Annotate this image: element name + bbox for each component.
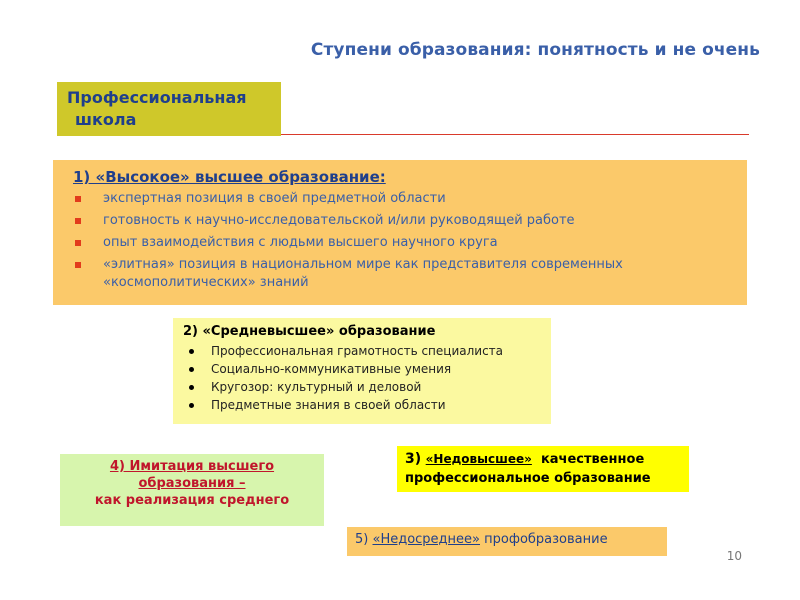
imitation-line2: образования – (138, 476, 246, 491)
sub-higher-term: «Недовысшее» (425, 452, 532, 466)
list-item (65, 190, 735, 208)
sub-higher-education-box (397, 446, 689, 492)
list-item-text: «элитная» позиция в национальном мире как представителя современных «космополитических» знаний (103, 257, 623, 290)
high-education-heading: 1) «Высокое» высшее образование: (73, 168, 386, 186)
imitation-education-box (60, 454, 324, 526)
high-education-list (65, 190, 735, 292)
list-item (65, 234, 735, 252)
bullet-dot-icon (189, 349, 194, 354)
list-item-text: экспертная позиция в своей предметной области (103, 191, 446, 206)
sub-higher-rest: качественное (540, 452, 645, 467)
page-number: 10 (726, 549, 742, 563)
sub-secondary-education-box (347, 527, 667, 556)
bullet-dot-icon (189, 385, 194, 390)
sub-higher-line2: профессиональное образование (405, 471, 651, 486)
list-item-text: Социально-коммуникативные умения (211, 362, 452, 376)
list-item (65, 256, 735, 292)
slide-title: Ступени образования: понятность и не очень (310, 40, 760, 60)
list-item-text: опыт взаимодействия с людьми высшего научного круга (103, 235, 498, 250)
sub-secondary-rest: профобразование (484, 532, 608, 547)
bullet-square-icon (75, 218, 81, 224)
sub-higher-line1 (405, 450, 681, 469)
list-item (65, 212, 735, 230)
sub-secondary-number: 5) (355, 532, 369, 547)
list-item-text: Профессиональная грамотность специалиста (211, 344, 504, 358)
list-item (183, 378, 541, 396)
mid-education-box (173, 318, 551, 424)
list-item (183, 396, 541, 414)
mid-education-heading: 2) «Средневысшее» образование (183, 324, 436, 339)
divider-line (281, 134, 749, 135)
list-item-text: Кругозор: культурный и деловой (211, 380, 422, 394)
high-education-box (53, 160, 747, 305)
section-label-line1: Профессиональная (67, 88, 247, 107)
bullet-square-icon (75, 262, 81, 268)
section-label (57, 82, 281, 136)
list-item (183, 342, 541, 360)
bullet-square-icon (75, 196, 81, 202)
sub-secondary-term: «Недосреднее» (372, 532, 480, 547)
bullet-dot-icon (189, 367, 194, 372)
imitation-line3: как реализация среднего (94, 493, 290, 508)
list-item-text: Предметные знания в своей области (211, 398, 446, 412)
sub-higher-number: 3) (405, 451, 422, 467)
imitation-line1: 4) Имитация высшего (109, 459, 275, 474)
bullet-dot-icon (189, 403, 194, 408)
list-item-text: готовность к научно-исследовательской и/или руководящей работе (103, 213, 575, 228)
list-item (183, 360, 541, 378)
section-label-line2: школа (75, 110, 137, 129)
mid-education-list (183, 342, 541, 414)
bullet-square-icon (75, 240, 81, 246)
